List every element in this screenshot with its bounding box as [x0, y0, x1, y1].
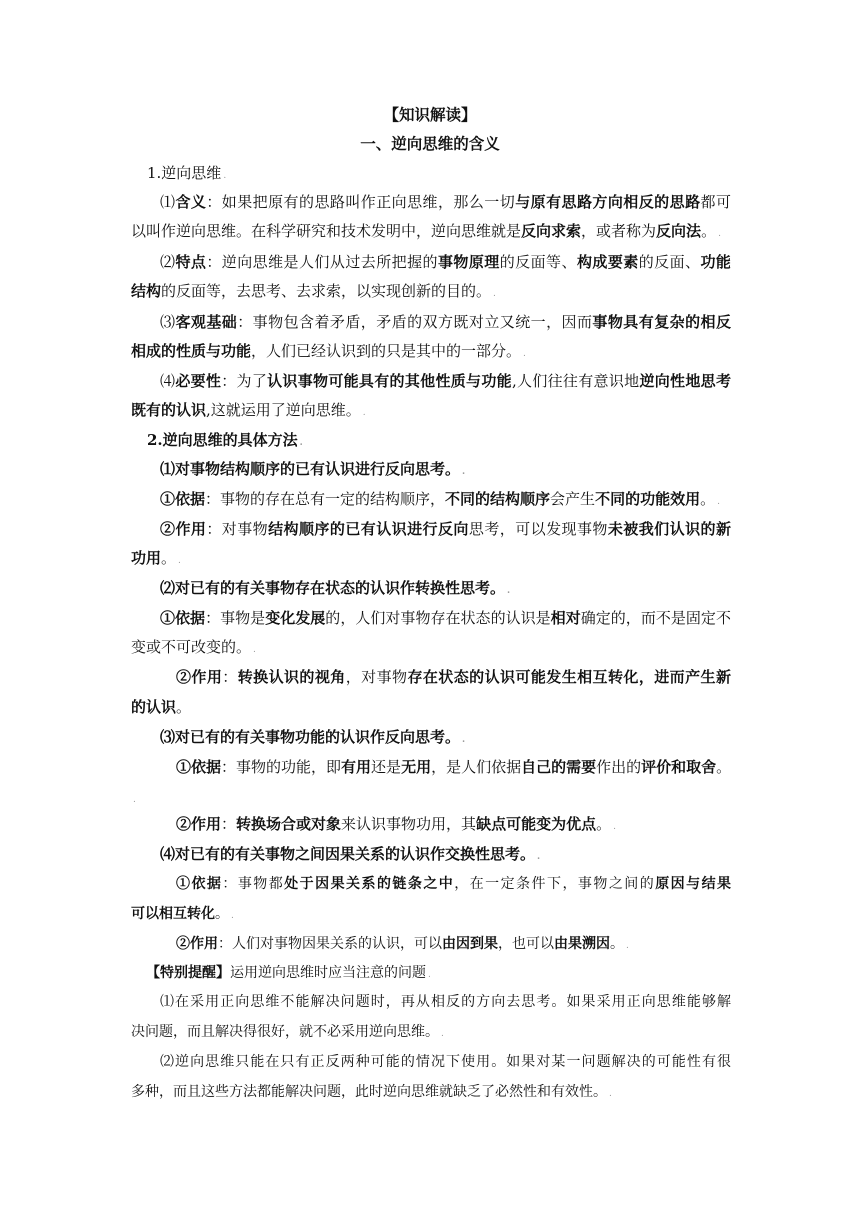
- method-4-basis-line-1: ①依据：事物都处于因果关系的链条之中，在一定条件下，事物之间的原因与结果: [176, 876, 732, 892]
- necessity-line-1: ⑷必要性：为了认识事物可能具有的其他性质与功能,人们往往有意识地逆向性地思考: [160, 372, 731, 390]
- subsection-title-2: 2.逆向思维的具体方法 .: [147, 431, 303, 449]
- reminder-1-line-1: ⑴在采用正向思维不能解决问题时，再从相反的方向去思考。如果采用正向思维能够解: [160, 994, 731, 1010]
- subsection-title-1: 1.逆向思维 .: [147, 164, 227, 182]
- method-2-basis-line-2: 变或不可改变的。 .: [131, 638, 256, 656]
- method-1-effect-line-1: ②作用：对事物结构顺序的已有认识进行反向思考，可以发现事物未被我们认识的新: [160, 520, 731, 538]
- method-4-title: ⑷对已有的有关事物之间因果关系的认识作交换性思考。 .: [160, 845, 541, 863]
- knowledge-heading: 【知识解读】: [383, 105, 477, 124]
- method-1-effect-line-2: 功用。 .: [131, 549, 181, 567]
- method-4-effect: ②作用：人们对事物因果关系的认识，可以由因到果，也可以由果溯因。 .: [176, 936, 629, 952]
- method-4-basis-line-2: 可以相互转化。 .: [131, 906, 234, 922]
- method-2-effect-line-1: ②作用：转换认识的视角，对事物存在状态的认识可能发生相互转化，进而产生新: [176, 668, 731, 686]
- definition-line-2: 以叫作逆向思维。在科学研究和技术发明中，逆向思维就是反向求索，或者称为反向法。 .: [131, 222, 721, 240]
- method-3-basis-line-2: .: [133, 795, 136, 805]
- method-1-title: ⑴对事物结构顺序的已有认识进行反向思考。 .: [160, 460, 466, 478]
- feature-line-1: ⑵特点：逆向思维是人们从过去所把握的事物原理的反面等、构成要素的反面、功能: [160, 253, 731, 271]
- special-reminder: 【特别提醒】运用逆向思维时应当注意的问题 .: [146, 965, 431, 981]
- method-2-title: ⑵对已有的有关事物存在状态的认识作转换性思考。 .: [160, 579, 511, 597]
- definition-line-1: ⑴含义：如果把原有的思路叫作正向思维，那么一切与原有思路方向相反的思路都可: [160, 193, 731, 211]
- section-title: 一、逆向思维的含义: [360, 134, 500, 153]
- method-2-basis-line-1: ①依据：事物是变化发展的，人们对事物存在状态的认识是相对确定的，而不是固定不: [160, 609, 731, 627]
- method-3-basis: ①依据：事物的功能，即有用还是无用，是人们依据自己的需要作出的评价和取舍。: [176, 758, 732, 776]
- basis-line-1: ⑶客观基础：事物包含着矛盾，矛盾的双方既对立又统一，因而事物具有复杂的相反: [160, 313, 731, 331]
- reminder-2-line-1: ⑵逆向思维只能在只有正反两种可能的情况下使用。如果对某一问题解决的可能性有很: [160, 1054, 731, 1070]
- reminder-2-line-2: 多种，而且这些方法都能解决问题，此时逆向思维就缺乏了必然性和有效性。 .: [131, 1084, 612, 1100]
- basis-line-2: 相成的性质与功能，人们已经认识到的只是其中的一部分。 .: [131, 342, 526, 360]
- reminder-1-line-2: 决问题，而且解决得很好，就不必采用逆向思维。 .: [131, 1024, 444, 1040]
- method-1-basis: ①依据：事物的存在总有一定的结构顺序，不同的结构顺序会产生不同的功能效用。 .: [160, 490, 720, 508]
- necessity-line-2: 既有的认识,这就运用了逆向思维。 .: [131, 401, 366, 419]
- feature-line-2: 结构的反面等，去思考、去求索，以实现创新的目的。 .: [131, 282, 496, 300]
- method-2-effect-line-2: 的认识。: [131, 698, 192, 716]
- method-3-effect: ②作用：转换场合或对象来认识事物功用，其缺点可能变为优点。 .: [176, 815, 616, 833]
- method-3-title: ⑶对已有的有关事物功能的认识作反向思考。 .: [160, 728, 466, 746]
